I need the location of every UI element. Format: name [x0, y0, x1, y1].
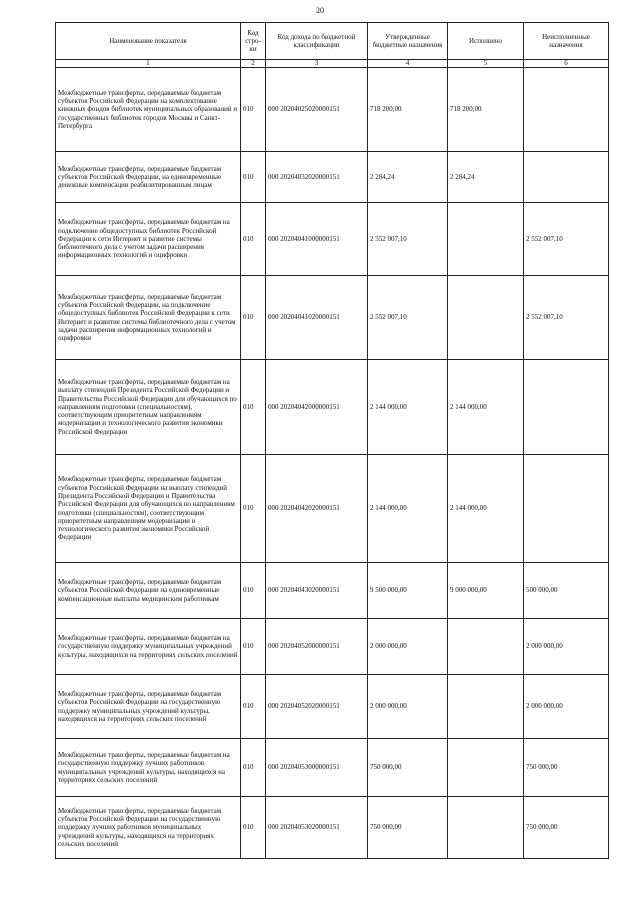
column-number: 1 — [56, 60, 241, 68]
approved-amount: 750 000,00 — [368, 739, 448, 797]
unexecuted-amount: 500 000,00 — [524, 563, 609, 619]
line-code: 010 — [241, 455, 266, 563]
revenue-code: 000 20204042000000151 — [266, 360, 368, 455]
unexecuted-amount: 750 000,00 — [524, 797, 609, 859]
table-row — [56, 797, 609, 859]
unexecuted-amount — [524, 68, 609, 152]
approved-amount: 2 552 007,10 — [368, 203, 448, 276]
approved-amount: 2 552 007,10 — [368, 276, 448, 360]
unexecuted-amount: 750 000,00 — [524, 739, 609, 797]
line-code: 010 — [241, 203, 266, 276]
column-header-code: Код стро-ки — [241, 23, 266, 60]
column-header-name: Наименование показателя — [56, 23, 241, 60]
executed-amount: 2 284,24 — [448, 152, 524, 203]
revenue-code: 000 20204042020000151 — [266, 455, 368, 563]
column-header-unexecuted: Неисполненные назначения — [524, 23, 609, 60]
unexecuted-amount: 2 000 000,00 — [524, 619, 609, 675]
approved-amount: 750 000,00 — [368, 797, 448, 859]
unexecuted-amount — [524, 360, 609, 455]
executed-amount: 9 000 000,00 — [448, 563, 524, 619]
column-number: 4 — [368, 60, 448, 68]
unexecuted-amount — [524, 152, 609, 203]
table-row — [56, 563, 609, 619]
table-row — [56, 203, 609, 276]
line-code: 010 — [241, 360, 266, 455]
table-row — [56, 739, 609, 797]
revenue-code: 000 20204041000000151 — [266, 203, 368, 276]
unexecuted-amount — [524, 455, 609, 563]
revenue-code: 000 20204053020000151 — [266, 797, 368, 859]
table-header-row — [56, 23, 609, 60]
page-number: 20 — [316, 6, 324, 15]
table-row — [56, 68, 609, 152]
executed-amount — [448, 619, 524, 675]
column-number: 6 — [524, 60, 609, 68]
executed-amount: 2 144 000,00 — [448, 360, 524, 455]
table-row — [56, 675, 609, 739]
revenue-code: 000 20204032020000151 — [266, 152, 368, 203]
column-number-row — [56, 60, 609, 68]
line-code: 010 — [241, 68, 266, 152]
indicator-name: Межбюджетные трансферты, передаваемые бюджетам субъектов Российской Федерации на выплату стипендий Президента Российской Федерации и Правительства Российской Федерации для обучающихся по направлениям подготовки (специальностям), соответствующим приоритетным направлениям модернизации и технологического развития экономики Российской Федерации — [56, 455, 241, 563]
table-row — [56, 360, 609, 455]
executed-amount — [448, 739, 524, 797]
revenue-code: 000 20204052000000151 — [266, 619, 368, 675]
approved-amount: 718 200,00 — [368, 68, 448, 152]
approved-amount: 2 144 000,00 — [368, 360, 448, 455]
column-header-approved: Утвержденные бюджетные назначения — [368, 23, 448, 60]
executed-amount: 2 144 000,00 — [448, 455, 524, 563]
approved-amount: 9 500 000,00 — [368, 563, 448, 619]
line-code: 010 — [241, 563, 266, 619]
indicator-name: Межбюджетные трансферты, передаваемые бюджетам субъектов Российской Федерации на государственную поддержку лучших работников муниципальных учреждений культуры, находящихся на территориях сельских поселений — [56, 797, 241, 859]
executed-amount: 718 200,00 — [448, 68, 524, 152]
indicator-name: Межбюджетные трансферты, передаваемые бюджетам субъектов Российской Федерации, на единовременные денежные компенсации реабилитированным лицам — [56, 152, 241, 203]
table-row — [56, 152, 609, 203]
line-code: 010 — [241, 739, 266, 797]
line-code: 010 — [241, 619, 266, 675]
column-number: 3 — [266, 60, 368, 68]
executed-amount — [448, 203, 524, 276]
line-code: 010 — [241, 276, 266, 360]
indicator-name: Межбюджетные трансферты, передаваемые бюджетам субъектов Российской Федерации на государственную поддержку муниципальных учреждений культуры, находящихся на территориях сельских поселений — [56, 675, 241, 739]
revenue-code: 000 20204052020000151 — [266, 675, 368, 739]
revenue-code: 000 20204025020000151 — [266, 68, 368, 152]
executed-amount — [448, 675, 524, 739]
indicator-name: Межбюджетные трансферты, передаваемые бюджетам на выплату стипендий Президента Российской Федерации и Правительства Российской Федерации для обучающихся по направлениям подготовки (специальностям), соответствующим приоритетным направлениям модернизации и технологического развития экономики Российской Федерации — [56, 360, 241, 455]
approved-amount: 2 000 000,00 — [368, 619, 448, 675]
revenue-code: 000 20204053000000151 — [266, 739, 368, 797]
column-header-executed: Исполнено — [448, 23, 524, 60]
approved-amount: 2 000 000,00 — [368, 675, 448, 739]
column-number: 2 — [241, 60, 266, 68]
indicator-name: Межбюджетные трансферты, передаваемые бюджетам субъектов Российской Федерации на единовременные компенсационные выплаты медицинским работникам — [56, 563, 241, 619]
column-number: 5 — [448, 60, 524, 68]
executed-amount — [448, 797, 524, 859]
line-code: 010 — [241, 797, 266, 859]
revenue-code: 000 20204041020000151 — [266, 276, 368, 360]
indicator-name: Межбюджетные трансферты, передаваемые бюджетам субъектов Российской Федерации, на подключение общедоступных библиотек Российской Федерации к сети Интернет и развитие системы библиотечного дела с учетом задачи расширения информационных технологий и оцифровки — [56, 276, 241, 360]
revenue-code: 000 20204043020000151 — [266, 563, 368, 619]
budget-execution-table — [55, 22, 609, 859]
approved-amount: 2 144 000,00 — [368, 455, 448, 563]
indicator-name: Межбюджетные трансферты, передаваемые бюджетам на государственную поддержку муниципальных учреждений культуры, находящихся на территориях сельских поселений — [56, 619, 241, 675]
column-header-kbk: Код дохода по бюджетной классификации — [266, 23, 368, 60]
unexecuted-amount: 2 552 007,10 — [524, 203, 609, 276]
line-code: 010 — [241, 152, 266, 203]
line-code: 010 — [241, 675, 266, 739]
executed-amount — [448, 276, 524, 360]
indicator-name: Межбюджетные трансферты, передаваемые бюджетам субъектов Российской Федерации на комплектование книжных фондов библиотек муниципальных образований и государственных библиотек городов Москвы и Санкт-Петербурга — [56, 68, 241, 152]
table-row — [56, 276, 609, 360]
approved-amount: 2 284,24 — [368, 152, 448, 203]
unexecuted-amount: 2 552 007,10 — [524, 276, 609, 360]
table-row — [56, 619, 609, 675]
indicator-name: Межбюджетные трансферты, передаваемые бюджетам на государственную поддержку лучших работников муниципальных учреждений культуры, находящихся на территориях сельских поселений — [56, 739, 241, 797]
table-row — [56, 455, 609, 563]
indicator-name: Межбюджетные трансферты, передаваемые бюджетам на подключение общедоступных библиотек Российской Федерации к сети Интернет и развитие системы библиотечного дела с учетом задачи расширения информационных технологий и оцифровки — [56, 203, 241, 276]
unexecuted-amount: 2 000 000,00 — [524, 675, 609, 739]
